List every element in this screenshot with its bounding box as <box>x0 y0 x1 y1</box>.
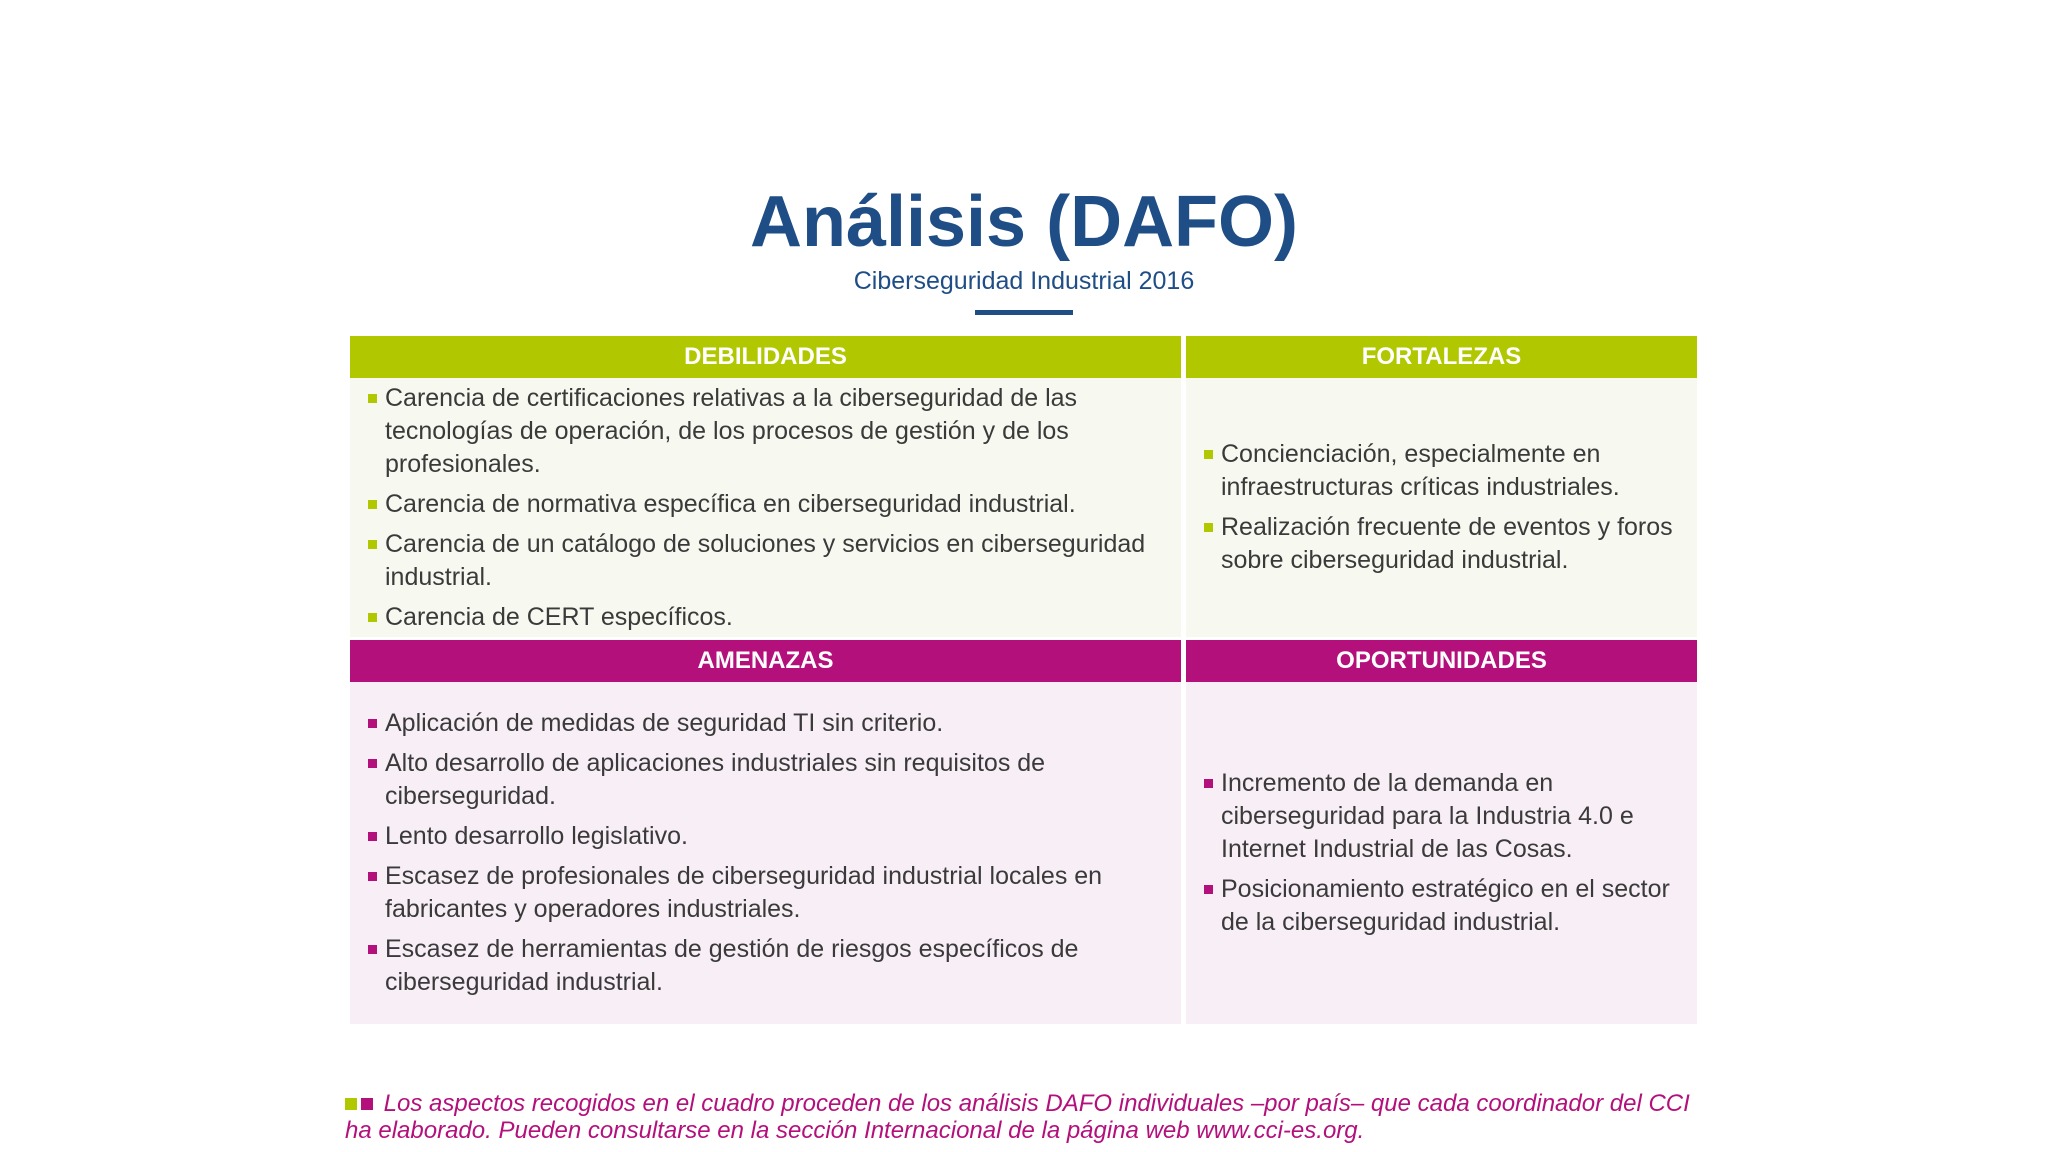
list-item <box>1204 511 1683 577</box>
quadrant-header-fortalezas: FORTALEZAS <box>1186 336 1697 378</box>
square-bullet-icon <box>368 500 377 509</box>
list-item <box>368 820 1167 853</box>
quadrant-header-amenazas: AMENAZAS <box>350 640 1181 682</box>
item-list-debilidades <box>368 382 1167 634</box>
list-item-text: Carencia de certificaciones relativas a la ciberseguridad de las tecnologías de operación, de los procesos de gestión y de los profesionales. <box>385 383 1078 478</box>
list-item <box>368 860 1167 926</box>
footnote <box>345 1090 1705 1144</box>
square-bullet-icon <box>368 613 377 622</box>
quadrant-oportunidades <box>1186 640 1697 1024</box>
square-bullet-icon <box>368 832 377 841</box>
list-item-text: Escasez de profesionales de ciberseguridad industrial locales en fabricantes y operadores industriales. <box>385 862 1103 923</box>
list-item-text: Carencia de CERT específicos. <box>385 602 733 631</box>
quadrant-body-fortalezas <box>1186 378 1697 637</box>
quadrant-amenazas <box>350 640 1181 1024</box>
list-item-text: Realización frecuente de eventos y foros sobre ciberseguridad industrial. <box>1221 513 1673 574</box>
quadrant-debilidades <box>350 336 1181 637</box>
square-bullet-icon <box>1204 885 1213 894</box>
list-item-text: Incremento de la demanda en ciberseguridad para la Industria 4.0 e Internet Industrial de las Cosas. <box>1221 769 1634 863</box>
quadrant-header-debilidades: DEBILIDADES <box>350 336 1181 378</box>
square-bullet-icon <box>1204 779 1213 788</box>
page-title: Análisis (DAFO) <box>749 182 1299 262</box>
list-item-text: Alto desarrollo de aplicaciones industriales sin requisitos de ciberseguridad. <box>385 749 1046 810</box>
list-item-text: Carencia de un catálogo de soluciones y servicios en ciberseguridad industrial. <box>385 529 1146 591</box>
quadrant-fortalezas <box>1186 336 1697 637</box>
quadrant-header-oportunidades: OPORTUNIDADES <box>1186 640 1697 682</box>
quadrant-body-oportunidades <box>1186 682 1697 1024</box>
square-bullet-icon <box>1204 450 1213 459</box>
list-item <box>368 488 1167 521</box>
list-item-text: Concienciación, especialmente en infraestructuras críticas industriales. <box>1221 440 1620 501</box>
list-item <box>368 933 1167 999</box>
list-item <box>368 601 1167 634</box>
title-underline <box>975 310 1073 315</box>
list-item <box>368 707 1167 740</box>
square-bullet-icon <box>368 540 377 549</box>
square-bullet-icon <box>1204 523 1213 532</box>
item-list-fortalezas <box>1204 438 1683 577</box>
list-item-text: Escasez de herramientas de gestión de riesgos específicos de ciberseguridad industrial. <box>385 935 1079 996</box>
item-list-oportunidades <box>1204 767 1683 939</box>
list-item <box>368 382 1167 481</box>
page-subtitle: Ciberseguridad Industrial 2016 <box>853 267 1195 295</box>
list-item <box>368 747 1167 813</box>
magenta-square-icon <box>361 1098 373 1110</box>
list-item-text: Carencia de normativa específica en ciberseguridad industrial. <box>385 489 1076 518</box>
square-bullet-icon <box>368 759 377 768</box>
footnote-text: Los aspectos recogidos en el cuadro proceden de los análisis DAFO individuales –por país– que cada coordinador del CCI ha elaborado. Pueden consultarse en la sección Internacional de la página web www.cci-es.org. <box>345 1090 1690 1144</box>
square-bullet-icon <box>368 872 377 881</box>
green-square-icon <box>345 1098 357 1110</box>
list-item <box>368 528 1167 594</box>
square-bullet-icon <box>368 394 377 403</box>
list-item-text: Aplicación de medidas de seguridad TI sin criterio. <box>385 709 944 737</box>
list-item-text: Lento desarrollo legislativo. <box>385 822 688 850</box>
title-block <box>0 180 2048 315</box>
square-bullet-icon <box>368 719 377 728</box>
item-list-amenazas <box>368 707 1167 999</box>
list-item <box>1204 767 1683 866</box>
list-item <box>1204 438 1683 504</box>
quadrant-body-amenazas <box>350 682 1181 1024</box>
quadrant-body-debilidades <box>350 378 1181 637</box>
list-item <box>1204 873 1683 939</box>
list-item-text: Posicionamiento estratégico en el sector de la ciberseguridad industrial. <box>1221 875 1670 936</box>
square-bullet-icon <box>368 945 377 954</box>
